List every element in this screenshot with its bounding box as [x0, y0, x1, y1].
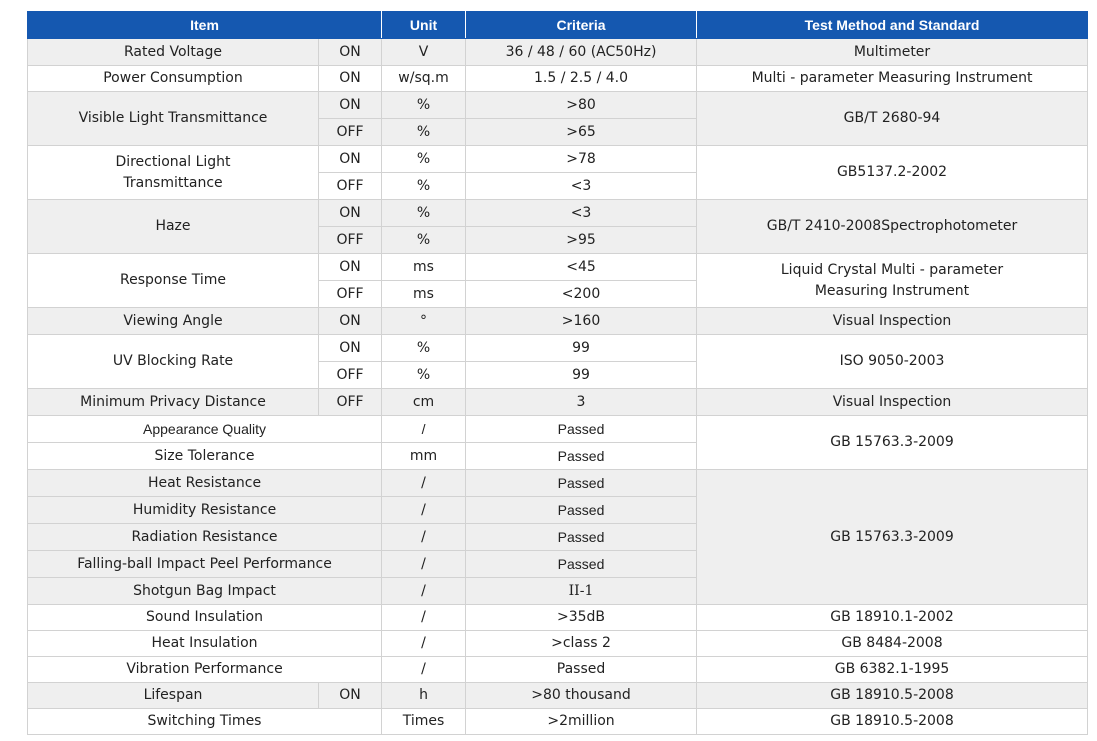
item-name: Heat Resistance [28, 470, 382, 497]
item-name: Directional Light Transmittance [28, 146, 319, 200]
criteria: >65 [466, 119, 697, 146]
table-row [28, 335, 1088, 362]
test-method: GB 8484-2008 [697, 631, 1088, 657]
table-row [28, 389, 1088, 416]
state: OFF [319, 173, 382, 200]
item-name: Lifespan [28, 683, 319, 709]
table-row [28, 709, 1088, 735]
unit: % [382, 119, 466, 146]
unit: w/sq.m [382, 66, 466, 92]
unit: V [382, 39, 466, 66]
unit: ms [382, 254, 466, 281]
criteria: 36 / 48 / 60 (AC50Hz) [466, 39, 697, 66]
unit: % [382, 92, 466, 119]
item-name: Viewing Angle [28, 308, 319, 335]
test-method: GB 18910.5-2008 [697, 709, 1088, 735]
header-criteria: Criteria [466, 12, 697, 39]
unit: / [382, 631, 466, 657]
table-row [28, 470, 1088, 497]
test-method: GB/T 2410-2008Spectrophotometer [697, 200, 1088, 254]
table-row [28, 631, 1088, 657]
item-name: Vibration Performance [28, 657, 382, 683]
unit: % [382, 173, 466, 200]
table-row [28, 308, 1088, 335]
criteria: >80 [466, 92, 697, 119]
item-name: Shotgun Bag Impact [28, 578, 382, 605]
criteria: Passed [466, 524, 697, 551]
item-name: Power Consumption [28, 66, 319, 92]
state: ON [319, 92, 382, 119]
specification-table [27, 11, 1088, 735]
criteria: 99 [466, 335, 697, 362]
criteria: >95 [466, 227, 697, 254]
test-method: ISO 9050-2003 [697, 335, 1088, 389]
criteria: >80 thousand [466, 683, 697, 709]
state: ON [319, 66, 382, 92]
criteria: Passed [466, 497, 697, 524]
test-method: GB5137.2-2002 [697, 146, 1088, 200]
item-name: Heat Insulation [28, 631, 382, 657]
item-name: Haze [28, 200, 319, 254]
criteria: 3 [466, 389, 697, 416]
state: ON [319, 146, 382, 173]
item-name: Minimum Privacy Distance [28, 389, 319, 416]
header-method: Test Method and Standard [697, 12, 1088, 39]
unit: / [382, 551, 466, 578]
criteria: 99 [466, 362, 697, 389]
item-name: Switching Times [28, 709, 382, 735]
table-row [28, 146, 1088, 173]
state: OFF [319, 227, 382, 254]
item-name: Falling-ball Impact Peel Performance [28, 551, 382, 578]
test-method: Multi - parameter Measuring Instrument [697, 66, 1088, 92]
test-method: Multimeter [697, 39, 1088, 66]
criteria: <45 [466, 254, 697, 281]
criteria: >35dB [466, 605, 697, 631]
unit: mm [382, 443, 466, 470]
unit: / [382, 657, 466, 683]
unit: % [382, 200, 466, 227]
unit: cm [382, 389, 466, 416]
unit: ° [382, 308, 466, 335]
unit: / [382, 497, 466, 524]
criteria: >78 [466, 146, 697, 173]
criteria: 1.5 / 2.5 / 4.0 [466, 66, 697, 92]
criteria: Passed [466, 657, 697, 683]
criteria: II-1 [466, 578, 697, 605]
table-row [28, 657, 1088, 683]
state: ON [319, 335, 382, 362]
unit: / [382, 578, 466, 605]
item-name: Appearance Quality [28, 416, 382, 443]
unit: % [382, 227, 466, 254]
header-unit: Unit [382, 12, 466, 39]
item-name: Response Time [28, 254, 319, 308]
state: ON [319, 39, 382, 66]
test-method: GB/T 2680-94 [697, 92, 1088, 146]
unit: % [382, 146, 466, 173]
unit: / [382, 605, 466, 631]
test-method: Visual Inspection [697, 308, 1088, 335]
table-row [28, 416, 1088, 443]
test-method: GB 15763.3-2009 [697, 470, 1088, 605]
header-item: Item [28, 12, 382, 39]
test-method: GB 6382.1-1995 [697, 657, 1088, 683]
test-method: Visual Inspection [697, 389, 1088, 416]
test-method: GB 18910.1-2002 [697, 605, 1088, 631]
item-name: Rated Voltage [28, 39, 319, 66]
criteria: <200 [466, 281, 697, 308]
criteria: >class 2 [466, 631, 697, 657]
unit: ms [382, 281, 466, 308]
state: OFF [319, 362, 382, 389]
state: OFF [319, 389, 382, 416]
item-name: Size Tolerance [28, 443, 382, 470]
criteria: >160 [466, 308, 697, 335]
criteria: Passed [466, 470, 697, 497]
table-row [28, 39, 1088, 66]
test-method: Liquid Crystal Multi - parameter Measuring Instrument [697, 254, 1088, 308]
table-row [28, 605, 1088, 631]
item-name: Radiation Resistance [28, 524, 382, 551]
unit: % [382, 335, 466, 362]
table-row [28, 254, 1088, 281]
item-name: Sound Insulation [28, 605, 382, 631]
state: OFF [319, 281, 382, 308]
unit: h [382, 683, 466, 709]
criteria: Passed [466, 416, 697, 443]
state: ON [319, 683, 382, 709]
state: OFF [319, 119, 382, 146]
state: ON [319, 200, 382, 227]
unit: / [382, 524, 466, 551]
unit: % [382, 362, 466, 389]
table-row [28, 66, 1088, 92]
item-name: Visible Light Transmittance [28, 92, 319, 146]
state: ON [319, 254, 382, 281]
table-row [28, 683, 1088, 709]
unit: / [382, 470, 466, 497]
unit: Times [382, 709, 466, 735]
table-row [28, 200, 1088, 227]
table-row [28, 92, 1088, 119]
criteria: Passed [466, 443, 697, 470]
criteria: <3 [466, 200, 697, 227]
criteria: >2million [466, 709, 697, 735]
criteria: Passed [466, 551, 697, 578]
test-method: GB 18910.5-2008 [697, 683, 1088, 709]
header-row [28, 12, 1088, 39]
item-name: UV Blocking Rate [28, 335, 319, 389]
item-name: Humidity Resistance [28, 497, 382, 524]
unit: / [382, 416, 466, 443]
state: ON [319, 308, 382, 335]
test-method: GB 15763.3-2009 [697, 416, 1088, 470]
criteria: <3 [466, 173, 697, 200]
